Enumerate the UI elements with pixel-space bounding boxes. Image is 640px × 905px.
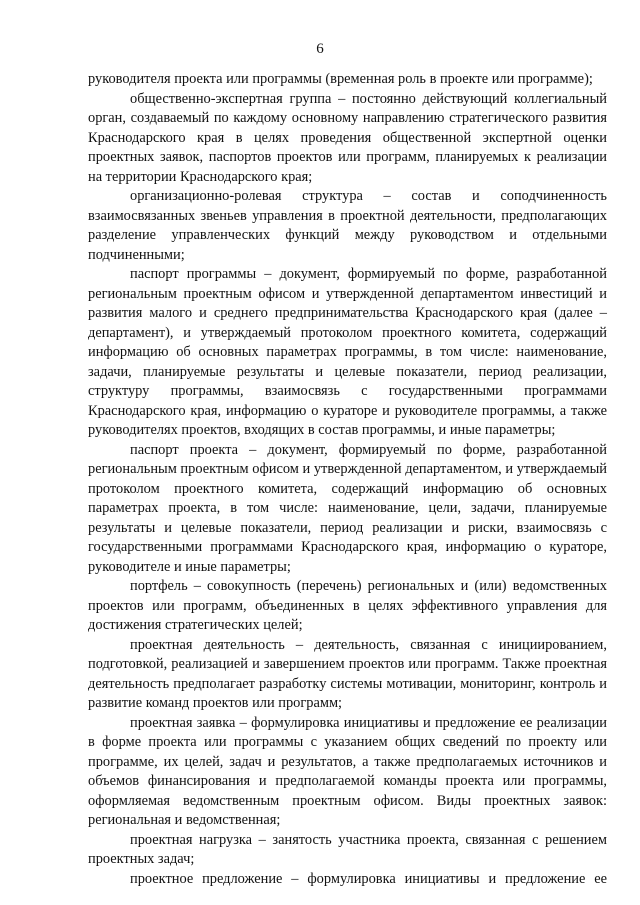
definition-project-proposal: проектное предложение – формулировка инициативы и предложение ее — [130, 870, 607, 887]
document-body — [88, 70, 607, 889]
definition-expert-group: общественно-экспертная группа – постоянно действующий коллегиальный орган, создаваемый по каждому основному направлению стратегического развития Краснодарского края в целях проведения общественной экспертной оценки проектных заявок, паспортов проектов или программ, планируемых к реализации на территории Краснодарского края; — [88, 90, 607, 185]
page-number: 6 — [316, 41, 324, 57]
definition-project-load: проектная нагрузка – занятость участника проекта, связанная с решением проектных задач; — [88, 831, 607, 867]
definition-program-passport: паспорт программы – документ, формируемый по форме, разработанной региональным проектным офисом и утвержденной департаментом инвестиций и развития малого и среднего предпринимательства Краснодарского края (далее – департамент), и утверждаемый протоколом проектного комитета, содержащий информацию об основных параметрах программы, в том числе: наименование, задачи, планируемые результаты и целевые показатели, период реализации, структуру программы, взаимосвязь с государственными программами Краснодарского края, информацию о кураторе и руководителе программы, а также руководителях проектов, входящих в состав программы, и иные параметры; — [88, 266, 607, 438]
paragraph-continuation: руководителя проекта или программы (временная роль в проекте или программе); — [88, 71, 593, 87]
definition-project-activity: проектная деятельность – деятельность, связанная с инициированием, подготовкой, реализацией и завершением проектов или программ. Также проектная деятельность предполагает разработку системы мотивации, мониторинг, контроль и развитие команд проектов или программ; — [88, 636, 607, 711]
definition-project-application: проектная заявка – формулировка инициативы и предложение ее реализации в форме проекта или программы с указанием общих сведений по проекту или программе, их целей, задач и результатов, а также предполагаемых источников и объемов финансирования и предполагаемой команды проекта или программы, оформляемая ведомственным проектным офисом. Виды проектных заявок: региональная и ведомственная; — [88, 714, 607, 828]
definition-org-role-structure: организационно-ролевая структура – состав и соподчиненность взаимосвязанных звеньев управления в проектной деятельности, предполагающих разделение управленческих функций между руководством и отдельными подчиненными; — [88, 188, 607, 263]
definition-portfolio: портфель – совокупность (перечень) региональных и (или) ведомственных проектов или программ, объединенных в целях эффективного управления для достижения стратегических целей; — [88, 578, 607, 633]
definition-project-passport: паспорт проекта – документ, формируемый по форме, разработанной региональным проектным офисом и утвержденной департаментом, и утверждаемый протоколом проектного комитета, содержащий информацию об основных параметрах проекта, в том числе: наименование, цели, задачи, планируемые результаты и целевые показатели, период реализации и риски, взаимосвязь с государственными программами Краснодарского края, информацию о кураторе, руководителе и иные параметры; — [88, 441, 607, 575]
